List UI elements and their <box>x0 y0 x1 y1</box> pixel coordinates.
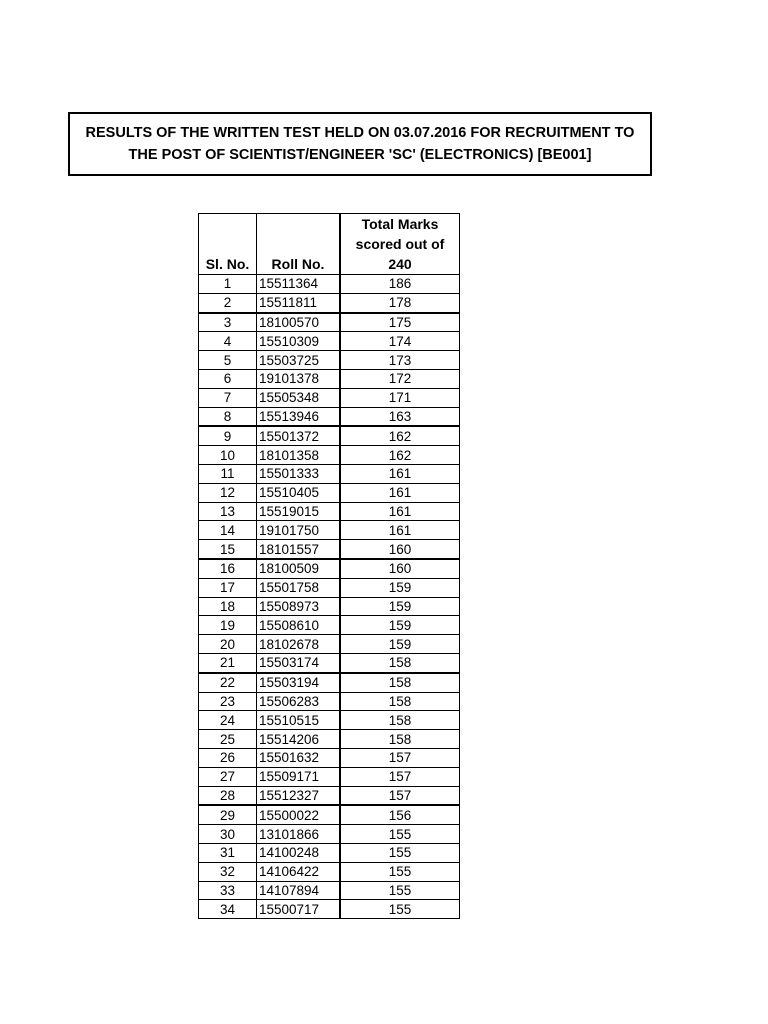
roll-no-cell: 18100570 <box>257 313 341 332</box>
roll-no-cell: 18100509 <box>257 559 341 578</box>
sl-no-cell: 6 <box>199 369 257 388</box>
sl-no-cell: 2 <box>199 293 257 312</box>
results-table <box>198 213 460 919</box>
marks-cell: 158 <box>340 711 460 730</box>
table-row <box>199 388 460 407</box>
table-row <box>199 730 460 749</box>
marks-cell: 158 <box>340 653 460 672</box>
marks-cell: 174 <box>340 332 460 351</box>
table-row <box>199 862 460 881</box>
table-row <box>199 825 460 844</box>
table-row <box>199 616 460 635</box>
table-row <box>199 711 460 730</box>
sl-no-cell: 16 <box>199 559 257 578</box>
roll-no-cell: 15501632 <box>257 748 341 767</box>
marks-cell: 160 <box>340 559 460 578</box>
sl-no-cell: 7 <box>199 388 257 407</box>
table-row <box>199 900 460 919</box>
roll-no-cell: 15500717 <box>257 900 341 919</box>
sl-no-cell: 20 <box>199 635 257 654</box>
marks-cell: 155 <box>340 900 460 919</box>
marks-cell: 161 <box>340 521 460 540</box>
table-row <box>199 369 460 388</box>
table-row <box>199 653 460 672</box>
table-row <box>199 559 460 578</box>
sl-no-cell: 12 <box>199 483 257 502</box>
table-row <box>199 521 460 540</box>
sl-no-cell: 8 <box>199 407 257 426</box>
roll-no-cell: 15514206 <box>257 730 341 749</box>
roll-no-cell: 15511364 <box>257 275 341 294</box>
marks-cell: 161 <box>340 464 460 483</box>
marks-cell: 158 <box>340 673 460 692</box>
table-row <box>199 748 460 767</box>
sl-no-cell: 1 <box>199 275 257 294</box>
marks-cell: 161 <box>340 483 460 502</box>
sl-no-cell: 30 <box>199 825 257 844</box>
roll-no-cell: 19101750 <box>257 521 341 540</box>
roll-no-cell: 15510405 <box>257 483 341 502</box>
table-row <box>199 843 460 862</box>
table-row <box>199 351 460 370</box>
sl-no-cell: 31 <box>199 843 257 862</box>
title-line-2: THE POST OF SCIENTIST/ENGINEER 'SC' (ELECTRONICS) [BE001] <box>128 147 592 163</box>
table-header-row <box>199 214 460 275</box>
marks-cell: 158 <box>340 730 460 749</box>
marks-cell: 159 <box>340 616 460 635</box>
roll-no-cell: 15509171 <box>257 767 341 786</box>
sl-no-cell: 18 <box>199 597 257 616</box>
sl-no-cell: 9 <box>199 426 257 445</box>
roll-no-cell: 14107894 <box>257 881 341 900</box>
document-title <box>68 112 652 176</box>
sl-no-cell: 11 <box>199 464 257 483</box>
table-row <box>199 464 460 483</box>
table-row <box>199 293 460 312</box>
roll-no-cell: 15513946 <box>257 407 341 426</box>
table-row <box>199 881 460 900</box>
table-row <box>199 407 460 426</box>
roll-no-cell: 15510515 <box>257 711 341 730</box>
roll-no-cell: 15508973 <box>257 597 341 616</box>
marks-cell: 175 <box>340 313 460 332</box>
roll-no-cell: 18101557 <box>257 540 341 559</box>
table-row <box>199 597 460 616</box>
roll-no-cell: 14106422 <box>257 862 341 881</box>
sl-no-cell: 25 <box>199 730 257 749</box>
sl-no-cell: 26 <box>199 748 257 767</box>
roll-no-cell: 15501333 <box>257 464 341 483</box>
roll-no-cell: 15511811 <box>257 293 341 312</box>
marks-header-line-1: Total Marks <box>361 216 439 232</box>
marks-header-line-3: 240 <box>388 256 412 272</box>
roll-no-cell: 15501372 <box>257 426 341 445</box>
sl-no-cell: 19 <box>199 616 257 635</box>
marks-cell: 157 <box>340 748 460 767</box>
marks-cell: 156 <box>340 805 460 824</box>
sl-no-cell: 13 <box>199 502 257 521</box>
sl-no-cell: 17 <box>199 578 257 597</box>
marks-cell: 157 <box>340 786 460 805</box>
sl-no-cell: 21 <box>199 653 257 672</box>
marks-cell: 162 <box>340 426 460 445</box>
sl-no-cell: 15 <box>199 540 257 559</box>
sl-no-cell: 5 <box>199 351 257 370</box>
marks-cell: 178 <box>340 293 460 312</box>
roll-no-cell: 13101866 <box>257 825 341 844</box>
sl-no-cell: 29 <box>199 805 257 824</box>
marks-header-line-2: scored out of <box>355 236 445 252</box>
marks-cell: 163 <box>340 407 460 426</box>
table-row <box>199 673 460 692</box>
sl-no-cell: 24 <box>199 711 257 730</box>
roll-no-cell: 15519015 <box>257 502 341 521</box>
marks-cell: 155 <box>340 881 460 900</box>
sl-no-cell: 34 <box>199 900 257 919</box>
sl-no-cell: 28 <box>199 786 257 805</box>
roll-no-cell: 15503174 <box>257 653 341 672</box>
table-row <box>199 540 460 559</box>
roll-no-cell: 18101358 <box>257 446 341 465</box>
roll-no-cell: 18102678 <box>257 635 341 654</box>
sl-no-cell: 27 <box>199 767 257 786</box>
roll-no-cell: 15510309 <box>257 332 341 351</box>
roll-no-cell: 15508610 <box>257 616 341 635</box>
sl-no-cell: 23 <box>199 692 257 711</box>
table-row <box>199 275 460 294</box>
marks-cell: 172 <box>340 369 460 388</box>
col-header-total-marks <box>340 214 460 275</box>
table-row <box>199 502 460 521</box>
sl-no-cell: 14 <box>199 521 257 540</box>
table-row <box>199 692 460 711</box>
marks-cell: 173 <box>340 351 460 370</box>
col-header-sl-no: Sl. No. <box>199 214 257 275</box>
marks-cell: 161 <box>340 502 460 521</box>
marks-cell: 155 <box>340 843 460 862</box>
marks-cell: 155 <box>340 862 460 881</box>
table-row <box>199 483 460 502</box>
sl-no-cell: 33 <box>199 881 257 900</box>
roll-no-cell: 15505348 <box>257 388 341 407</box>
table-row <box>199 446 460 465</box>
sl-no-cell: 3 <box>199 313 257 332</box>
roll-no-cell: 15500022 <box>257 805 341 824</box>
marks-cell: 159 <box>340 597 460 616</box>
roll-no-cell: 14100248 <box>257 843 341 862</box>
sl-no-cell: 22 <box>199 673 257 692</box>
roll-no-cell: 15506283 <box>257 692 341 711</box>
table-row <box>199 635 460 654</box>
roll-no-cell: 15503725 <box>257 351 341 370</box>
marks-cell: 186 <box>340 275 460 294</box>
marks-cell: 159 <box>340 635 460 654</box>
col-header-roll-no: Roll No. <box>257 214 341 275</box>
table-row <box>199 805 460 824</box>
table-row <box>199 313 460 332</box>
table-row <box>199 786 460 805</box>
marks-cell: 160 <box>340 540 460 559</box>
roll-no-cell: 15512327 <box>257 786 341 805</box>
marks-cell: 159 <box>340 578 460 597</box>
sl-no-cell: 4 <box>199 332 257 351</box>
table-row <box>199 767 460 786</box>
title-line-1: RESULTS OF THE WRITTEN TEST HELD ON 03.07.2016 FOR RECRUITMENT TO <box>85 125 635 141</box>
marks-cell: 171 <box>340 388 460 407</box>
marks-cell: 158 <box>340 692 460 711</box>
roll-no-cell: 15501758 <box>257 578 341 597</box>
sl-no-cell: 10 <box>199 446 257 465</box>
table-row <box>199 426 460 445</box>
roll-no-cell: 19101378 <box>257 369 341 388</box>
marks-cell: 162 <box>340 446 460 465</box>
marks-cell: 155 <box>340 825 460 844</box>
roll-no-cell: 15503194 <box>257 673 341 692</box>
sl-no-cell: 32 <box>199 862 257 881</box>
table-row <box>199 332 460 351</box>
marks-cell: 157 <box>340 767 460 786</box>
table-row <box>199 578 460 597</box>
